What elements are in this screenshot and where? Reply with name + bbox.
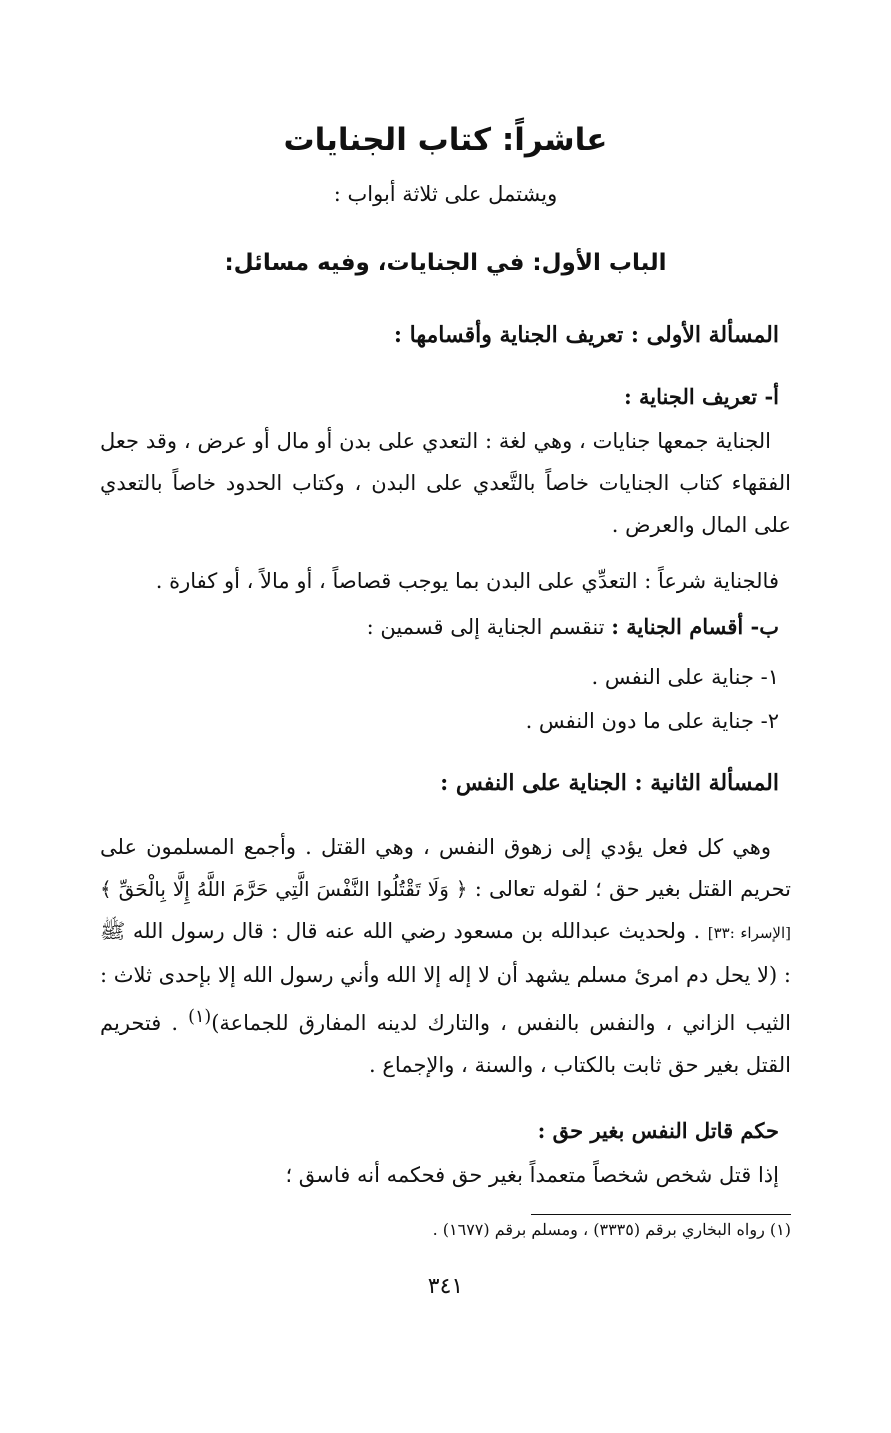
definition-text: الجناية جمعها جنايات ، وهي لغة : التعدي على بدن أو مال أو عرض ، وقد جعل الفقهاء كتاب الجنايات خاصاً بالتَّعدي على البدن ، وكتاب الحدود خاصاً بالتعدي على المال والعرض .	[100, 429, 791, 537]
types-intro: تنقسم الجناية إلى قسمين :	[366, 615, 605, 639]
ruling-text: إذا قتل شخص شخصاً متعمداً بغير حق فحكمه أنه فاسق ؛	[285, 1163, 779, 1187]
footnote-divider	[531, 1214, 791, 1215]
issue1-title: المسألة الأولى : تعريف الجناية وأقسامها :	[393, 322, 779, 348]
type-item-1: ١- جناية على النفس .	[591, 665, 779, 689]
types-heading: ب- أقسام الجناية :	[611, 614, 779, 639]
shari-definition: فالجناية شرعاً : التعدِّي على البدن بما يوجب قصاصاً ، أو مالاً ، أو كفارة .	[155, 569, 779, 593]
type-item-2: ٢- جناية على ما دون النفس .	[525, 709, 779, 733]
footnote-marker: (١)	[188, 1007, 212, 1027]
quran-reference: [الإسراء :٣٣]	[707, 924, 791, 942]
chapter-title: عاشراً: كتاب الجنايات	[283, 122, 608, 158]
issue2-text-part1: وهي كل فعل يؤدي إلى زهوق النفس ، وهي القتل . وأجمع المسلمون على تحريم القتل بغير حق ؛ لقوله تعالى :	[100, 835, 791, 901]
footnote: (١) رواه البخاري برقم (٣٣٣٥) ، ومسلم برقم (١٦٧٧) .	[432, 1220, 791, 1239]
page-number: ٣٤١	[427, 1274, 464, 1299]
issue2-text	[100, 826, 791, 1086]
quran-verse: ﴿ وَلَا تَقْتُلُوا النَّفْسَ الَّتِي حَرَّمَ اللَّهُ إِلَّا بِالْحَقِّ ﴾	[100, 877, 468, 901]
types-line	[100, 606, 779, 648]
issue2-text-part2: . ولحديث عبدالله بن مسعود رضي الله عنه قال : قال رسول الله ﷺ : (لا يحل دم امرئ مسلم يشهد أن لا إله إلا الله وأني رسول الله إلا بإحدى ثلاث : الثيب الزاني ، والنفس بالنفس ، والتارك لدينه المفارق للجماعة)	[100, 919, 791, 1035]
chapter-intro: ويشتمل على ثلاثة أبواب :	[333, 182, 558, 206]
section-title: الباب الأول: في الجنايات، وفيه مسائل:	[224, 250, 667, 276]
ruling-heading: حكم قاتل النفس بغير حق :	[537, 1118, 779, 1143]
issue2-title: المسألة الثانية : الجناية على النفس :	[440, 770, 779, 796]
issue2-text-part3: . فتحريم القتل بغير حق ثابت بالكتاب ، والسنة ، والإجماع .	[100, 1011, 791, 1077]
definition-heading: أ- تعريف الجناية :	[623, 384, 779, 409]
